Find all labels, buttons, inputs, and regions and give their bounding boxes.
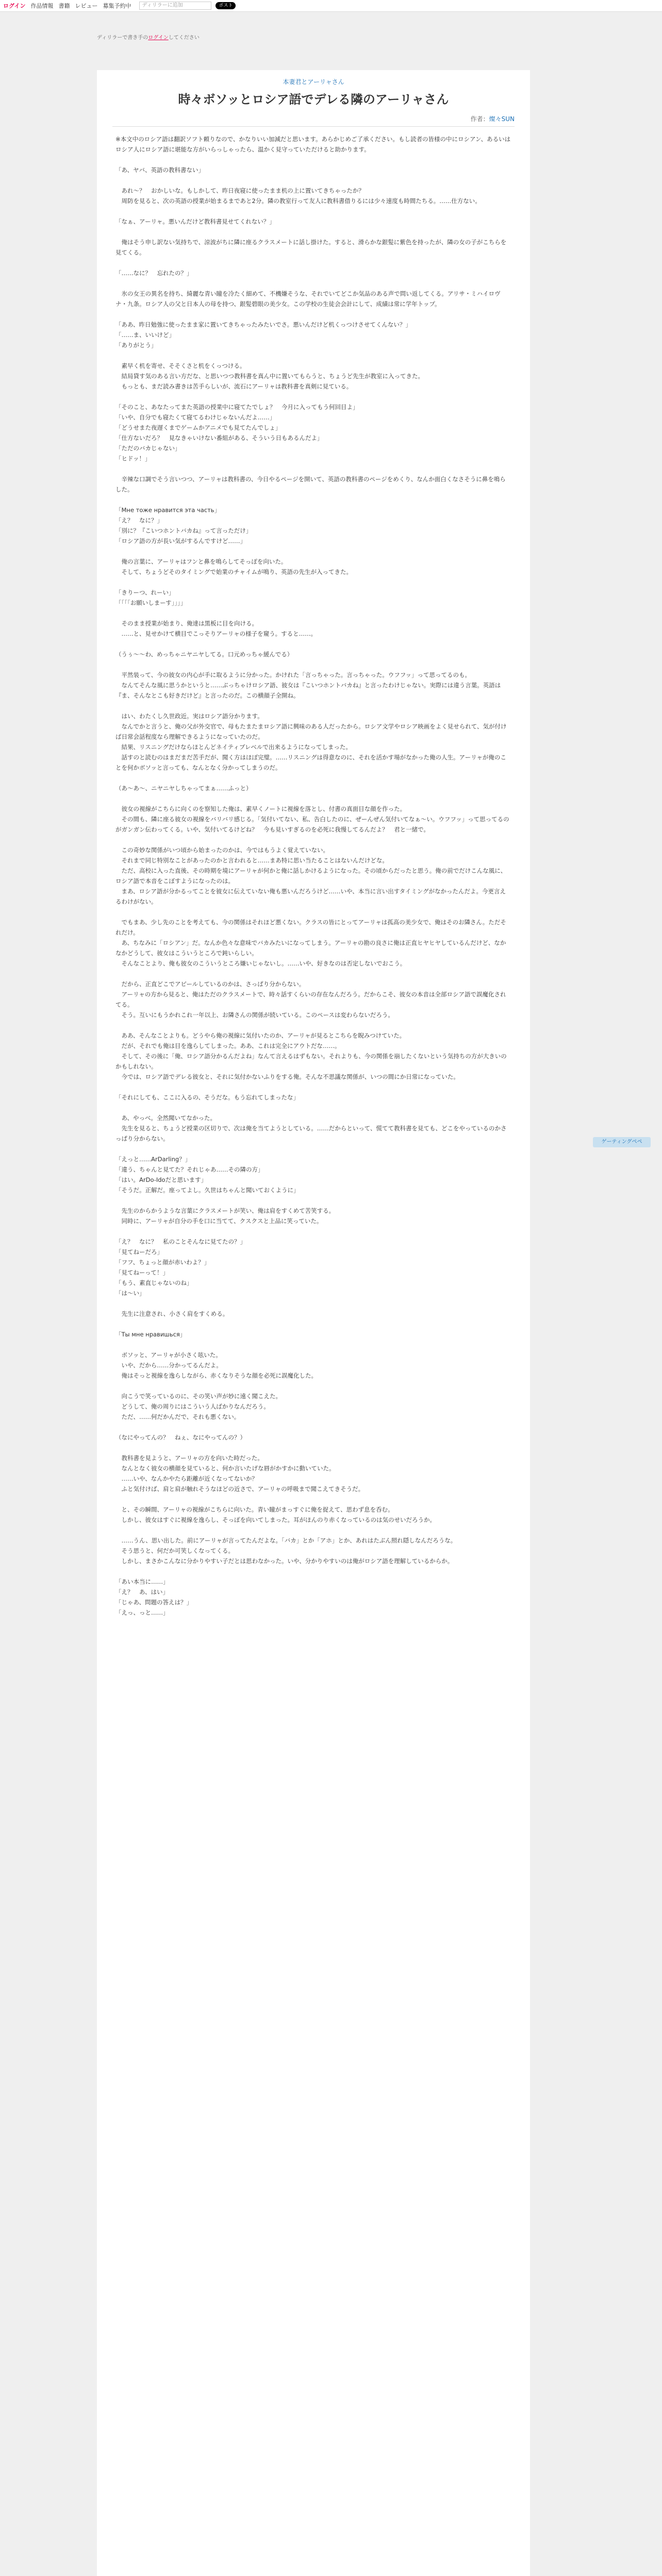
nav-item-books[interactable]: 書籍 (58, 3, 70, 9)
author-label: 作者： (470, 115, 489, 123)
nav-item-reviews[interactable]: レビュー (75, 3, 98, 9)
paragraph: 「……なに？ 忘れたの？」 (115, 269, 193, 277)
paragraph: 「なぁ、アーリャ。悪いんだけど教科書見せてくれない？」 (115, 218, 275, 225)
paragraph: 辛辣な口調でそう言いつつ、アーリャは教科書の、今日やるページを開いて、英語の教科書のページをめくり、なんか面白くなさそうに鼻を鳴らした。 (115, 476, 506, 493)
paragraph: 先生に注意され、小さく肩をすくめる。 (115, 1310, 229, 1317)
notice-suffix: してください (168, 35, 200, 41)
login-link[interactable]: ログイン (3, 3, 26, 9)
paragraph: はい、わたくし久世政近。実はロシア語分かります。 なんでかと言うと、俺の父が外交官で、母もたまたまロシア語に興味のある人だったから。ロシア文学やロシア映画をよく見せられて、気が付けば日常会話程度なら理解できるようになっていたのだ。 結果、リスニングだけならほとんどネイティブレベルで出来るようになってしまった。 話すのと読むのはまだまだ苦手だが、聞く方はほぼ完璧。……リスニングは得意なのに、それを活かす場がなかった俺の人生。アーリャが俺のことを何かボソッと言っても、なんとなく分かってしまうのだ。 (115, 713, 507, 771)
paragraph: この奇妙な関係がいつ頃から始まったのかは、今ではもうよく覚えていない。 それまで同じ特別なことがあったのかと言われると……まあ特に思い当たることはないんだけどな。 ただ、高校に入った直後、その時期を境にアーリャが何かと俺に話しかけるようになった。その頃からだったと思う。俺の前でだけこんな風に、ロシア語で本音をこぼすようになったのは。 まあ、ロシア語が分かるってことを彼女に伝えていない俺も悪いんだろうけど……いや、本当に言い出すタイミングがなかったんだよ。今更言えるわけがない。 (115, 846, 507, 905)
notice-login-link[interactable]: ログイン (148, 35, 169, 41)
search-input[interactable]: ディリラーに追加 (139, 2, 211, 10)
paragraph: 「きりーつ、れーい」 「「「「お願いしまーす」」」」 (115, 589, 187, 606)
notice-prefix: ディリラーで書き手の (97, 35, 148, 41)
paragraph: 教科書を見ようと、アーリャの方を向いた時だった。 なんとなく彼女の横顔を見ていると、何か言いたげな唇がかすかに動いていた。 ……いや、なんかやたら距離が近くなってないか？ ふと気付けば、肩と肩が触れそうなほどの近さで、アーリャの呼吸まで聞こえてきそうだ。 (121, 1454, 365, 1493)
nav-item-reservations[interactable]: 募集予約中 (103, 3, 131, 9)
paragraph: 「ああ、昨日勉強に使ったまま家に置いてきちゃったみたいでさ。悪いんだけど机くっつけさせてくんない？」 「……ま、いいけど」 「ありがとう」 (115, 321, 411, 349)
paragraph: 「Ты мне нравишься」 (115, 1331, 186, 1338)
paragraph: 「Мне тоже нравится эта часть」 「え？ なに？」 「別に？『こいつホントバカね』って言っただけ」 「ロシア語の方が長い気がするんですけど……」 (115, 506, 252, 545)
paragraph: 向こうで笑っているのに、その笑い声が妙に遠く聞こえた。 どうして、俺の周りにはこういう人ばかりなんだろう。 ただ、……何だかんだで、それも悪くない。 (121, 1393, 282, 1420)
paragraph: 「それにしても、ここに入るの、そうだな。もう忘れてしまったな」 (115, 1094, 300, 1101)
paragraph: ああ、そんなことよりも。どうやら俺の視線に気付いたのか、アーリャが見るとこちらを睨みつけていた。 だが、それでも俺は目を逸らしてしまった。ああ、これは完全にアウトだな……。 そして、その後に「俺、ロシア語分かるんだよね」なんて言えるはずもない。それよりも、今の関係を崩したくないという気持ちの方が大きいのかもしれない。 今では、ロシア語でデレる彼女と、それに気付かないふりをする俺。そんな不思議な関係が、いつの間にか日常になっていた。 (115, 1032, 507, 1080)
paragraph: でもまあ、少し先のことを考えても、今の関係はそれほど悪くない。クラスの皆にとってアーリャは孤高の美少女で、俺はそのお隣さん。ただそれだけ。 あ、ちなみに「ロシアン」だ。なんか色々な意味でバカみたいになってしまう。アーリャの勘の良さに俺は正直ヒヤヒヤしているんだけど、なかなかどうして、彼女はこういうところで鈍いらしい。 そんなことより、俺も彼女のこういうところ嫌いじゃないし。……いや、好きなのは否定しないでおこう。 (115, 919, 506, 967)
paragraph: 俺はそう申し訳ない気持ちで、涼波がちに隣に座るクラスメートに話し掛けた。すると、滑らかな銀髪に紫色を持ったが、隣の女の子がこちらを見てくる。 (115, 239, 507, 256)
paragraph: ……うん、思い出した。前にアーリャが言ってたんだよな。「バカ」とか「アホ」とか、あれはたぶん照れ隠しなんだろうな。 そう思うと、何だか可笑しくなってくる。 しかし、まさかこんなに分かりやすい子だとは思わなかった。いや、分かりやすいのは俺がロシア語を理解しているからか。 (121, 1537, 457, 1565)
nav-item-works[interactable]: 作品情報 (30, 3, 54, 9)
author-line (97, 114, 515, 123)
paragraph: あ、やっべ。全然聞いてなかった。 先生を見ると、ちょうど授業の区切りで、次は俺を当てようとしている。……だからといって、慌てて教科書を見ても、どこをやっているのかさっぱり分からない。 (115, 1114, 507, 1142)
paragraph: 「あい本当に……」 「え？ あ、はい」 「じゃあ、問題の答えは？」 「えっ、っと……」 (115, 1578, 193, 1616)
post-button[interactable]: ポスト (216, 2, 236, 9)
paragraph: 平然装って、今の彼女の内心が手に取るように分かった。かけれた「言っちゃった。言っちゃった。ウフフッ」って思ってるのも。 なんてそんな風に思うかというと……ぶっちゃけロシア語、彼女は『こいつホントバカね』と言ったわけじゃない。実際には違う言葉。英語は『ま、そんなとこも好きだけど』と言ったのだ。この横顔子全開ね。 (115, 671, 501, 699)
author-name-link[interactable]: 燦々SUN (489, 115, 515, 123)
side-float-button[interactable]: ゲーティングぺペ (593, 1137, 651, 1147)
paragraph: （うぅ～～わ、めっちゃニヤニヤしてる。口元めっちゃ緩んでる） (115, 651, 293, 658)
title-divider (112, 126, 515, 127)
paragraph: そのまま授業が始まり、俺達は黒板に目を向ける。 ……と、見せかけて横目でこっそりアーリャの様子を窺う。すると……。 (121, 620, 317, 637)
paragraph: 「えっと……ArDarling？」 「違う、ちゃんと見てた？それじゃあ……その隣の方」 「はい。ArDo-Idoだと思います」 「そうだ。正解だ。座ってよし。久世はちゃんと聞いておくように」 (115, 1156, 300, 1194)
paragraph: 氷の女王の異名を持ち、綺麗な青い瞳を冷たく細めて、不機嫌そうな、それでいてどこか気品のある声で問い返してくる。アリサ・ミハイロヴナ・九条。ロシア人の父と日本人の母を持つ、銀髪碧眼の美少女。この学校の生徒会会計にして、成績は常に学年トップ。 (115, 290, 501, 308)
top-navigation-bar (0, 0, 662, 12)
paragraph: （なにやってんの？ ねぇ、なにやってんの？） (115, 1434, 246, 1441)
paragraph: ※本文中のロシア語は翻訳ソフト頼りなので、かなりいい加減だと思います。あらかじめご了承ください。もし読者の皆様の中にロシアン、あるいはロシア人にロシア語に堪能な方がいらっしゃったら、温かく見守っていただけると助かります。 (115, 135, 511, 153)
episode-body (115, 134, 511, 1618)
paragraph: 「え？ なに？ 私のことそんなに見てたの？」 「見てねーだろ」 「フフ、ちょっと顔が赤いわよ？」 「見てねーって！」 「もう、素直じゃないのね」 「は～い」 (115, 1238, 246, 1297)
paragraph: 「あ、ヤバ、英語の教科書ない」 (115, 166, 205, 174)
series-label[interactable]: 本妻君とアーリャさん (283, 78, 344, 86)
paragraph: 素早く机を寄せ、そそくさと机をくっつける。 結局貸す気のある言い方だな、と思いつつ教科書を真ん中に置いてもらうと、ちょうど先生が教室に入ってきた。 もっとも、まだ読み書きは苦手らしいが、流石にアーリャは教科書を真剣に見ている。 (121, 362, 424, 390)
paragraph: だから、正直どこでアピールしているのかは、さっぱり分からない。 アーリャの方から見ると、俺はただのクラスメートで、時々話すくらいの存在なんだろう。だからこそ、彼女の本音は全部ロシア語で誤魔化されてる。 そう。互いにもうかれこれ一年以上、お隣さんの関係が続いている。このペースは変わらないだろう。 (115, 980, 506, 1019)
episode-panel (97, 70, 530, 2576)
paragraph: あれ～？ おかしいな。もしかして、昨日夜寝に使ったまま机の上に置いてきちゃったか？ 周防を見ると、次の英語の授業が始まるまであと2分。隣の教室行って友人に教科書借りるには少々速度も時間たちる。……仕方ない。 (121, 187, 481, 205)
paragraph: 「そのこと、あなたってまた英語の授業中に寝てたでしょ？ 今月に入ってもう何回目よ」 「いや、自分でも寝たくて寝てるわけじゃないんだよ……」 「どうせまた夜遅くまでゲームかアニメでも見てたんでしょ」 「仕方ないだろ？ 見なきゃいけない番組がある、そういう日もあるんだよ」 「ただのバカじゃない」 「ヒドッ！」 (115, 403, 359, 462)
login-notice (97, 33, 200, 41)
episode-title: 時々ボソッとロシア語でデレる隣のアーリャさん (178, 92, 449, 107)
paragraph: （あ～あ～、ニヤニヤしちゃってまぁ……ふっと） (115, 785, 252, 792)
paragraph: ボソッと、アーリャが小さく呟いた。 いや、だから……分かってるんだよ。 俺はそっと視線を逸らしながら、赤くなりそうな顔を必死に誤魔化した。 (121, 1351, 317, 1379)
paragraph: 先生のからかうような言葉にクラスメートが笑い、俺は肩をすくめて苦笑する。 同時に、アーリャが自分の手を口に当てて、クスクスと上品に笑っていた。 (121, 1207, 335, 1225)
paragraph: 彼女の視線がこちらに向くのを察知した俺は、素早くノートに視線を落とし、付書の真面目な顔を作った。 その間も、隣に座る彼女の視線をバリバリ感じる。「気付いてない、私、告白したのに、ぜーんぜん気付いてなぁ～い。ウフフッ」って思ってるのがガンガン伝わってくる。いや、気付いてるけどね？ 今も見いすぎるのを必死に我慢してるんだよ？ 君と一緒で。 (115, 805, 509, 833)
paragraph: と、その瞬間、アーリャの視線がこちらに向いた。青い瞳がまっすぐに俺を捉えて、思わず息を呑む。 しかし、彼女はすぐに視線を逸らし、そっぽを向いてしまった。耳がほんのり赤くなっているのは気のせいだろうか。 (121, 1506, 436, 1523)
paragraph: 俺の言葉に、アーリャはフンと鼻を鳴らしてそっぽを向いた。 そして、ちょうどそのタイミングで始業のチャイムが鳴り、英語の先生が入ってきた。 (121, 558, 352, 575)
